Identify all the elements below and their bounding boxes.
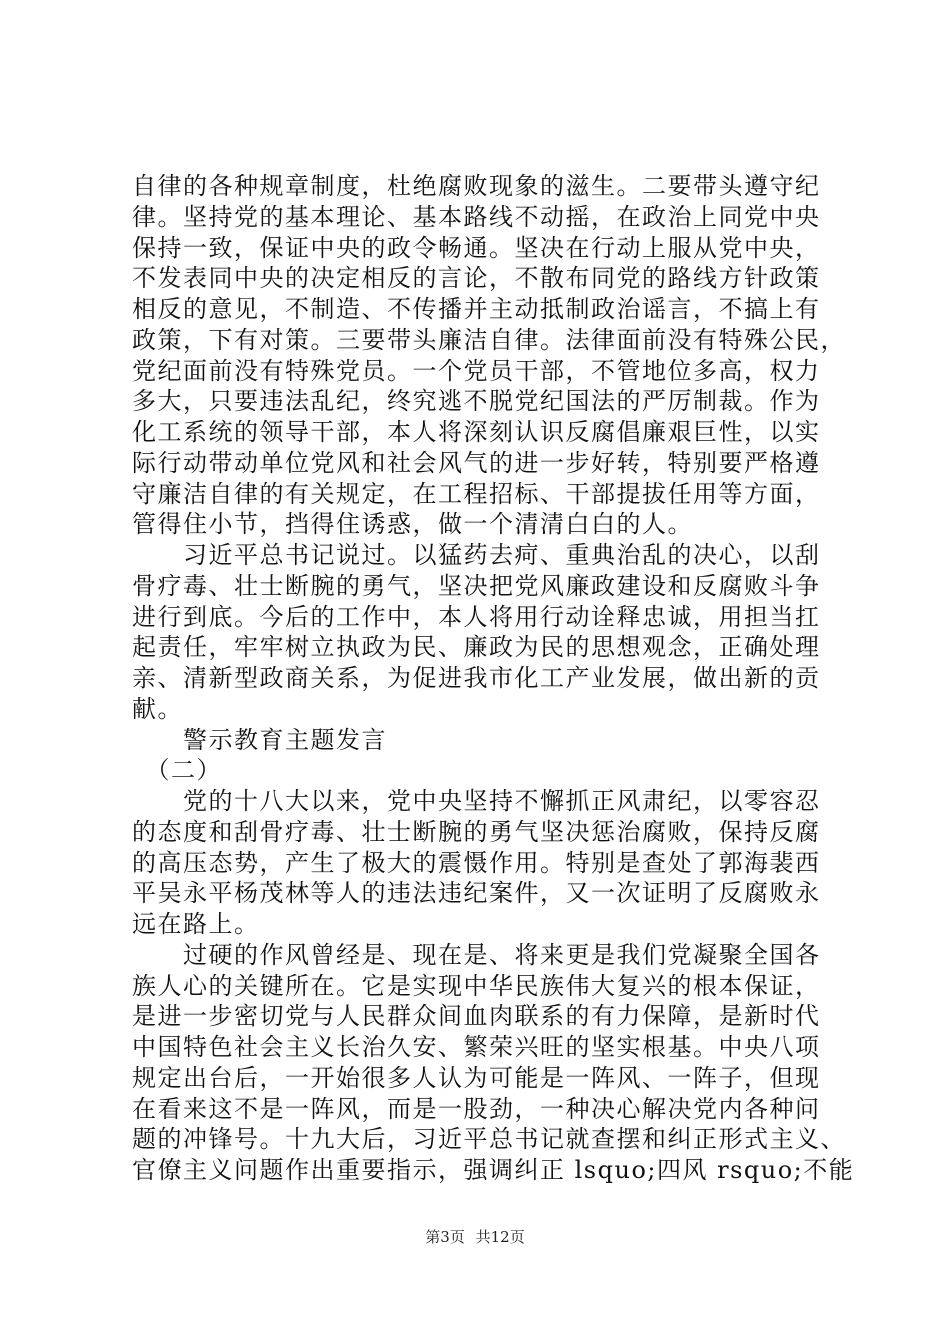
text-line: 中国特色社会主义长治久安、繁荣兴旺的坚实根基。中央八项	[132, 1033, 821, 1061]
text-line: 相反的意见，不制造、不传播并主动抵制政治谣言，不搞上有	[132, 295, 821, 323]
text-line: 警示教育主题发言	[132, 725, 387, 754]
text-line: 起责任，牢牢树立执政为民、廉政为民的思想观念，正确处理	[132, 633, 821, 662]
text-line: 进行到底。今后的工作中，本人将用行动诠释忠诚，用担当扛	[132, 602, 821, 631]
text-line: 党的十八大以来，党中央坚持不懈抓正风肃纪，以零容忍	[132, 787, 821, 815]
text-line: 平吴永平杨茂林等人的违法违纪案件，又一次证明了反腐败永	[132, 879, 821, 908]
text-line: 题的冲锋号。十九大后，习近平总书记就查摆和纠正形式主义、	[132, 1125, 846, 1154]
text-line: 过硬的作风曾经是、现在是、将来更是我们党凝聚全国各	[132, 940, 821, 969]
text-line: 献。	[132, 694, 183, 723]
text-line: 远在路上。	[132, 910, 260, 938]
page-indicator	[425, 1228, 465, 1246]
text-line: 是进一步密切党与人民群众间血肉联系的有力保障，是新时代	[132, 1002, 821, 1031]
text-line: 族人心的关键所在。它是实现中华民族伟大复兴的根本保证，	[132, 971, 821, 1000]
page-footer	[0, 1226, 950, 1247]
text-line: 官僚主义问题作出重要指示，强调纠正 lsquo;四风 rsquo;不能	[132, 1156, 855, 1184]
text-line: 政策，下有对策。三要带头廉洁自律。法律面前没有特殊公民，	[132, 325, 846, 354]
page-prefix: 第	[425, 1228, 441, 1246]
text-line: 党纪面前没有特殊党员。一个党员干部，不管地位多高，权力	[132, 356, 821, 385]
total-prefix: 共	[475, 1228, 491, 1246]
text-line: 的态度和刮骨疗毒、壮士断腕的勇气坚决惩治腐败，保持反腐	[132, 817, 821, 846]
text-line: 规定出台后，一开始很多人认为可能是一阵风、一阵子，但现	[132, 1063, 821, 1092]
text-line: 律。坚持党的基本理论、基本路线不动摇，在政治上同党中央	[132, 202, 821, 231]
text-line: 在看来这不是一阵风，而是一股劲，一种决心解决党内各种问	[132, 1094, 821, 1123]
text-line: 化工系统的领导干部，本人将深刻认识反腐倡廉艰巨性，以实	[132, 418, 821, 446]
text-line: 的高压态势，产生了极大的震慑作用。特别是查处了郭海裴西	[132, 848, 821, 877]
total-indicator	[476, 1228, 525, 1246]
text-line: 际行动带动单位党风和社会风气的进一步好转，特别要严格遵	[132, 448, 821, 477]
text-line: 保持一致，保证中央的政令畅通。坚决在行动上服从党中央，	[132, 233, 821, 262]
page-number: 3	[440, 1228, 450, 1246]
text-line: 守廉洁自律的有关规定，在工程招标、干部提拔任用等方面，	[132, 479, 821, 508]
page-suffix: 页	[449, 1228, 465, 1246]
text-line: 不发表同中央的决定相反的言论，不散布同党的路线方针政策	[132, 264, 821, 293]
text-line: 习近平总书记说过。以猛药去疴、重典治乱的决心，以刮	[132, 541, 821, 569]
text-line: 多大，只要违法乱纪，终究逃不脱党纪国法的严厉制裁。作为	[132, 387, 821, 416]
text-line: 亲、清新型政商关系，为促进我市化工产业发展，做出新的贡	[132, 664, 821, 692]
total-suffix: 页	[509, 1228, 525, 1246]
text-line: 骨疗毒、壮士断腕的勇气，坚决把党风廉政建设和反腐败斗争	[132, 571, 821, 600]
text-line: 管得住小节，挡得住诱惑，做一个清清白白的人。	[132, 510, 693, 539]
text-line: 自律的各种规章制度，杜绝腐败现象的滋生。二要带头遵守纪	[132, 172, 821, 200]
text-line: （二）	[132, 756, 222, 785]
total-pages: 12	[490, 1228, 510, 1246]
body-text	[132, 171, 855, 1186]
